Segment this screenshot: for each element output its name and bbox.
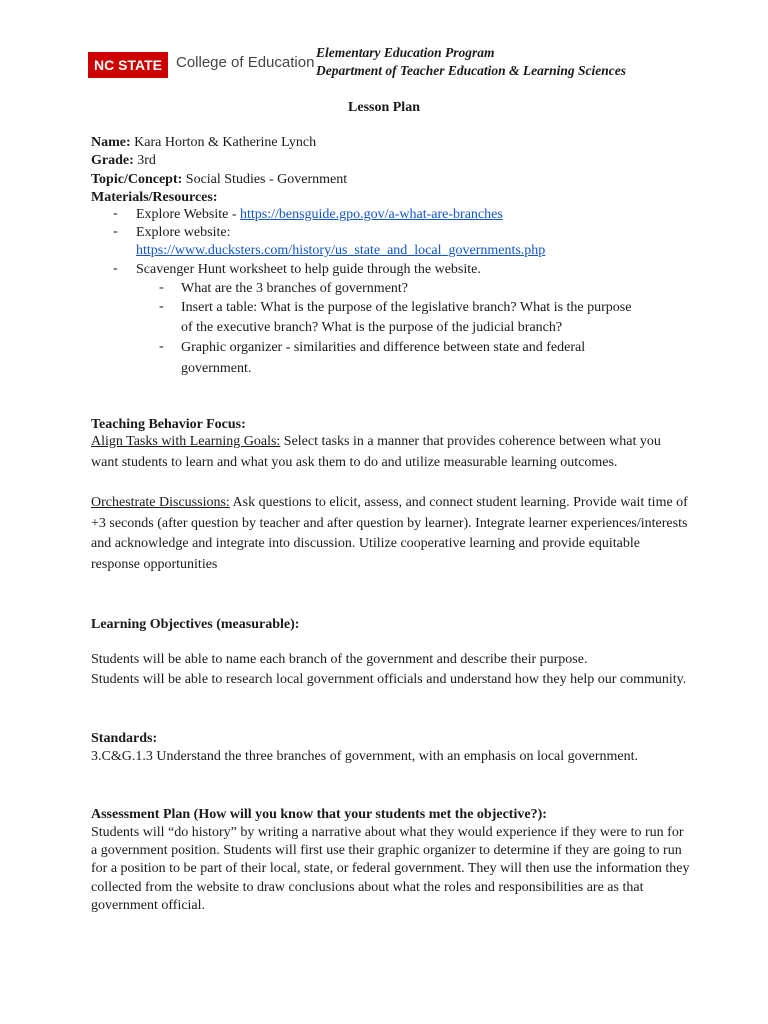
objective-2: Students will be able to research local government officials and understand how they help our community. [91, 672, 687, 687]
sub-item-1: What are the 3 branches of government? [181, 281, 409, 296]
list-bullet: - [113, 224, 118, 239]
assessment-text: Students will “do history” by writing a narrative about what they would experience if they were to run for a government position. Students will first use their graphic organizer to determine if they are going to run for a position to be part of their local, state, or federal government. They will then use the information they collected from the website to draw conclusions about what the roles and responsibilities are as that government official. [91, 825, 690, 913]
name-value: Kara Horton & Katherine Lynch [134, 135, 317, 150]
objectives-heading: Learning Objectives (measurable): [91, 617, 300, 632]
sub-item-2-line2: of the executive branch? What is the purpose of the judicial branch? [181, 320, 563, 335]
standards-text: 3.C&G.1.3 Understand the three branches of government, with an emphasis on local government. [91, 749, 639, 764]
grade-line [91, 152, 156, 170]
sub-bullet: - [159, 339, 164, 354]
assessment-heading: Assessment Plan (How will you know that your students met the objective?): [91, 807, 547, 822]
college-name: College of Education [176, 54, 315, 71]
material-3: Scavenger Hunt worksheet to help guide through the website. [136, 262, 481, 277]
list-bullet: - [113, 261, 118, 276]
page-title: Lesson Plan [348, 100, 420, 115]
topic-label: Topic/Concept: [91, 172, 183, 187]
topic-line [91, 171, 347, 189]
orchestrate-label: Orchestrate Discussions: [91, 495, 230, 510]
grade-value: 3rd [137, 153, 156, 168]
materials-line [91, 189, 217, 207]
list-item [136, 206, 503, 224]
name-line [91, 134, 316, 152]
nc-state-logo [88, 52, 168, 78]
sub-item-3-line1: Graphic organizer - similarities and difference between state and federal [181, 340, 586, 355]
align-label: Align Tasks with Learning Goals: [91, 434, 281, 449]
sub-bullet: - [159, 280, 164, 295]
objective-1: Students will be able to name each branch of the government and describe their purpose. [91, 652, 588, 667]
list-bullet: - [113, 206, 118, 221]
ducksters-link[interactable]: https://www.ducksters.com/history/us_state_and_local_governments.php [136, 243, 546, 258]
sub-item-3-line2: government. [181, 361, 252, 376]
teaching-heading: Teaching Behavior Focus: [91, 417, 246, 432]
department-title: Department of Teacher Education & Learning Sciences [316, 63, 626, 78]
materials-label: Materials/Resources: [91, 190, 218, 205]
program-title: Elementary Education Program [316, 45, 495, 60]
sub-bullet: - [159, 299, 164, 314]
align-paragraph [91, 432, 691, 473]
name-label: Name: [91, 135, 131, 150]
standards-heading: Standards: [91, 731, 158, 746]
material-2-prefix: Explore website: [136, 225, 231, 240]
grade-label: Grade: [91, 153, 134, 168]
topic-value: Social Studies - Government [185, 172, 348, 187]
material-1-prefix: Explore Website - [136, 207, 240, 222]
logo-text: NC STATE [94, 57, 162, 73]
sub-item-2-line1: Insert a table: What is the purpose of the legislative branch? What is the purpose [181, 300, 632, 315]
list-item [136, 242, 545, 260]
orchestrate-text: Ask questions to elicit, assess, and connect student learning. Provide wait time of +3 seconds (after question by teacher and after question by learner). Integrate learner experiences/interests and acknowledge and integrate into discussion. Utilize cooperative learning and provide equitable response opportunities [91, 495, 688, 572]
bensguide-link[interactable]: https://bensguide.gpo.gov/a-what-are-branches [239, 207, 503, 222]
orchestrate-paragraph [91, 493, 691, 575]
align-text: Select tasks in a manner that provides coherence between what you want students to learn and what you ask them to do and utilize measurable learning outcomes. [91, 434, 661, 470]
